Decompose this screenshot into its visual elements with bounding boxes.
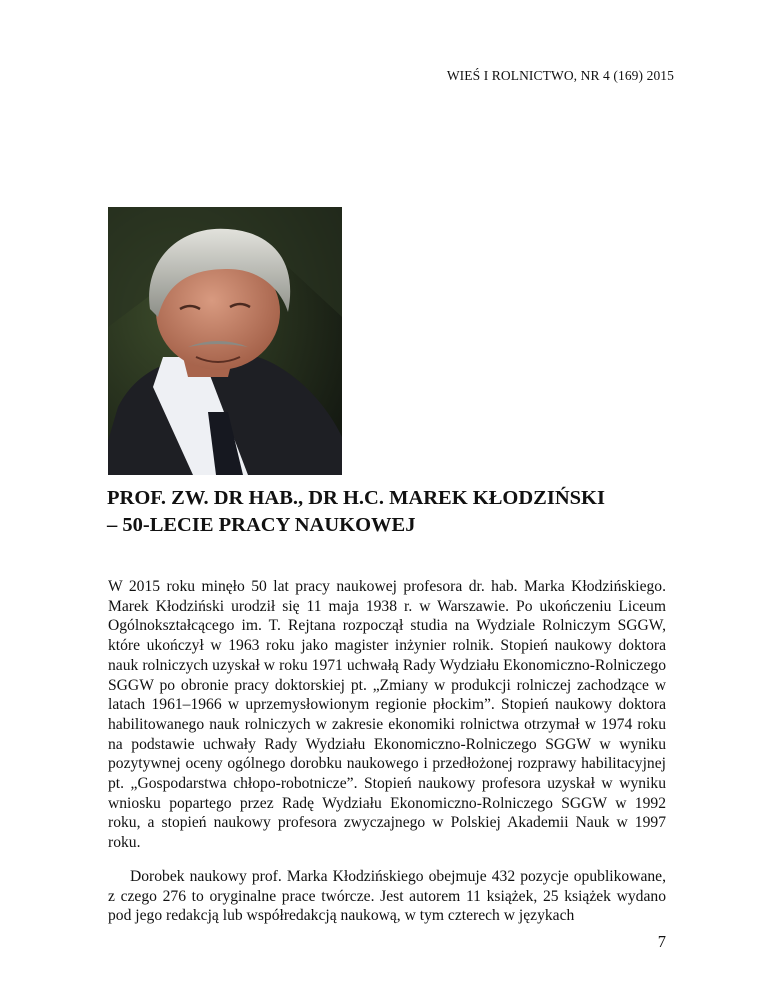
page-number: 7 [657, 932, 666, 951]
paragraph-1: W 2015 roku minęło 50 lat pracy naukowej profesora dr. hab. Marka Kłodzińskiego. Marek Kłodziński urodził się 11 maja 1938 r. w Warszawie. Po ukończeniu Liceum Ogólnokształcącego im. T. Rejtana rozpoczął studia na Wydziale Rolniczym SGGW, które ukończył w 1963 roku jako magister inżynier rolnik. Stopień naukowy doktora nauk rolniczych uzyskał w roku 1971 uchwałą Rady Wydziału Ekonomiczno-Rolniczego SGGW po obronie pracy doktorskiej pt. „Zmiany w produkcji rolniczej zachodzące w latach 1961–1966 w uprzemysłowionym regionie płockim”. Stopień naukowy doktora habilitowanego nauk rolniczych w zakresie ekonomiki rolnictwa otrzymał w 1974 roku na podstawie uchwały Rady Wydziału Ekonomiczno-Rolniczego SGGW w wyniku pozytywnej oceny ogólnego dorobku naukowego i przedłożonej rozprawy habilitacyjnej pt. „Gospodarstwa chłopo-robotnicze”. Stopień naukowy profesora uzyskał w wyniku wniosku popartego przez Radę Wydziału Ekonomiczno-Rolniczego SGGW w 1992 roku, a stopień naukowy profesora zwyczajnego w Polskiej Akademii Nauk w 1997 roku. [108, 578, 666, 852]
article-title-line-2: – 50-LECIE PRACY NAUKOWEJ [107, 514, 416, 536]
portrait-photo [108, 207, 342, 475]
article-body [108, 577, 666, 926]
article-title [107, 485, 707, 539]
running-head: WIEŚ I ROLNICTWO, NR 4 (169) 2015 [446, 68, 674, 83]
paragraph-2: Dorobek naukowy prof. Marka Kłodzińskiego obejmuje 432 pozycje opublikowane, z czego 276 to oryginalne prace twórcze. Jest autorem 11 książek, 25 książek wydano pod jego redakcją lub współredakcją naukową, w tym czterech w językach [108, 867, 666, 925]
article-title-line-1: PROF. ZW. DR HAB., DR H.C. MAREK KŁODZIŃSKI [107, 487, 605, 509]
portrait-image [108, 207, 342, 475]
